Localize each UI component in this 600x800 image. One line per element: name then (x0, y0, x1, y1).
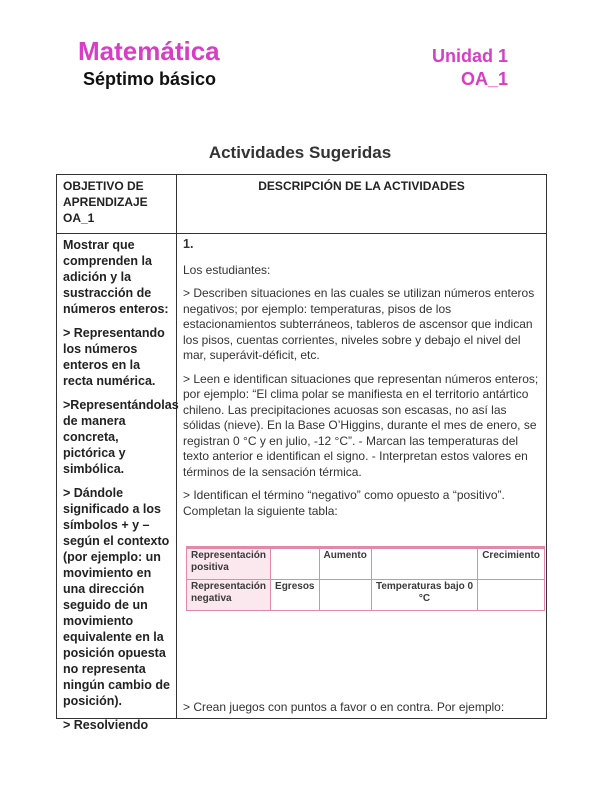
table-cell: Aumento (319, 548, 371, 580)
objective-text: >Representándolas de manera concreta, pictórica y simbólica. (63, 398, 179, 476)
objective-header-line: APRENDIZAJE (63, 195, 148, 209)
activity-paragraph: > Identifican el término “negativo” como opuesto a “positivo”. Completan la siguiente tabla: (183, 488, 505, 518)
description-cell (177, 234, 546, 718)
description-header: DESCRIPCIÓN DE LA ACTIVIDADES (258, 179, 465, 193)
table-cell: Egresos (271, 580, 319, 611)
table-body-row (57, 234, 546, 732)
activity-paragraph-last: > Crean juegos con puntos a favor o en contra. Por ejemplo: (183, 700, 505, 714)
activity-number: 1. (183, 237, 194, 251)
objective-text: Mostrar que comprenden la adición y la sustracción de números enteros: (63, 238, 169, 316)
objective-text: > Dándole significado a los símbolos + y – según el contexto (por ejemplo: un movimiento en una dirección seguido de un movimiento equivalente en la posición opuesta no representa ningún cambio de posición). (63, 486, 170, 708)
activity-paragraph: > Describen situaciones en las cuales se utilizan números enteros negativos; por ejemplo: temperaturas, pisos de los estacionamientos subterráneos, tableros de ascensor que indican los pisos, cuentas corrientes, niveles sobre y debajo el nivel del mar, superávit-déficit, etc. (183, 286, 535, 362)
objective-header-line: OBJETIVO DE (63, 179, 144, 193)
table-row (187, 548, 545, 580)
table-cell (478, 580, 545, 611)
objective-text: > Representando los números enteros en la recta numérica. (63, 326, 165, 388)
table-cell: Crecimiento (478, 548, 545, 580)
row-label: Representación negativa (187, 580, 271, 611)
objective-header-line: OA_1 (63, 211, 95, 225)
table-header-row (57, 175, 546, 234)
table-cell (271, 548, 319, 580)
table-row (187, 580, 545, 611)
unit-label: Unidad 1 (431, 46, 508, 66)
oa-label: OA_1 (460, 69, 508, 89)
section-title: Actividades Sugeridas (208, 143, 392, 162)
grade-label: Séptimo básico (83, 69, 217, 89)
activity-paragraph: Los estudiantes: (183, 262, 271, 277)
row-label: Representación positiva (187, 548, 271, 580)
representation-table (186, 546, 545, 611)
objective-header (57, 175, 177, 233)
activity-paragraph: > Leen e identifican situaciones que representan números enteros; por ejemplo: “El clima polar se manifiesta en el territorio antártico chileno. Las precipitaciones acuosas son escasas, no así las sólidas (nieve). En la Base O’Higgins, durante el mes de enero, se registran 0 °C y en julio, -12 °C”. - Marcan las temperaturas del texto anterior e identifican el signo. - Interpretan estos valores en términos de la sensación térmica. (183, 371, 539, 479)
subject-title: Matemática (78, 36, 220, 66)
activities-table (56, 174, 547, 732)
objective-cell (57, 234, 179, 732)
table-cell (371, 548, 477, 580)
objective-text: > Resolviendo (63, 718, 149, 732)
table-cell: Temperaturas bajo 0 °C (371, 580, 477, 611)
table-cell (319, 580, 371, 611)
